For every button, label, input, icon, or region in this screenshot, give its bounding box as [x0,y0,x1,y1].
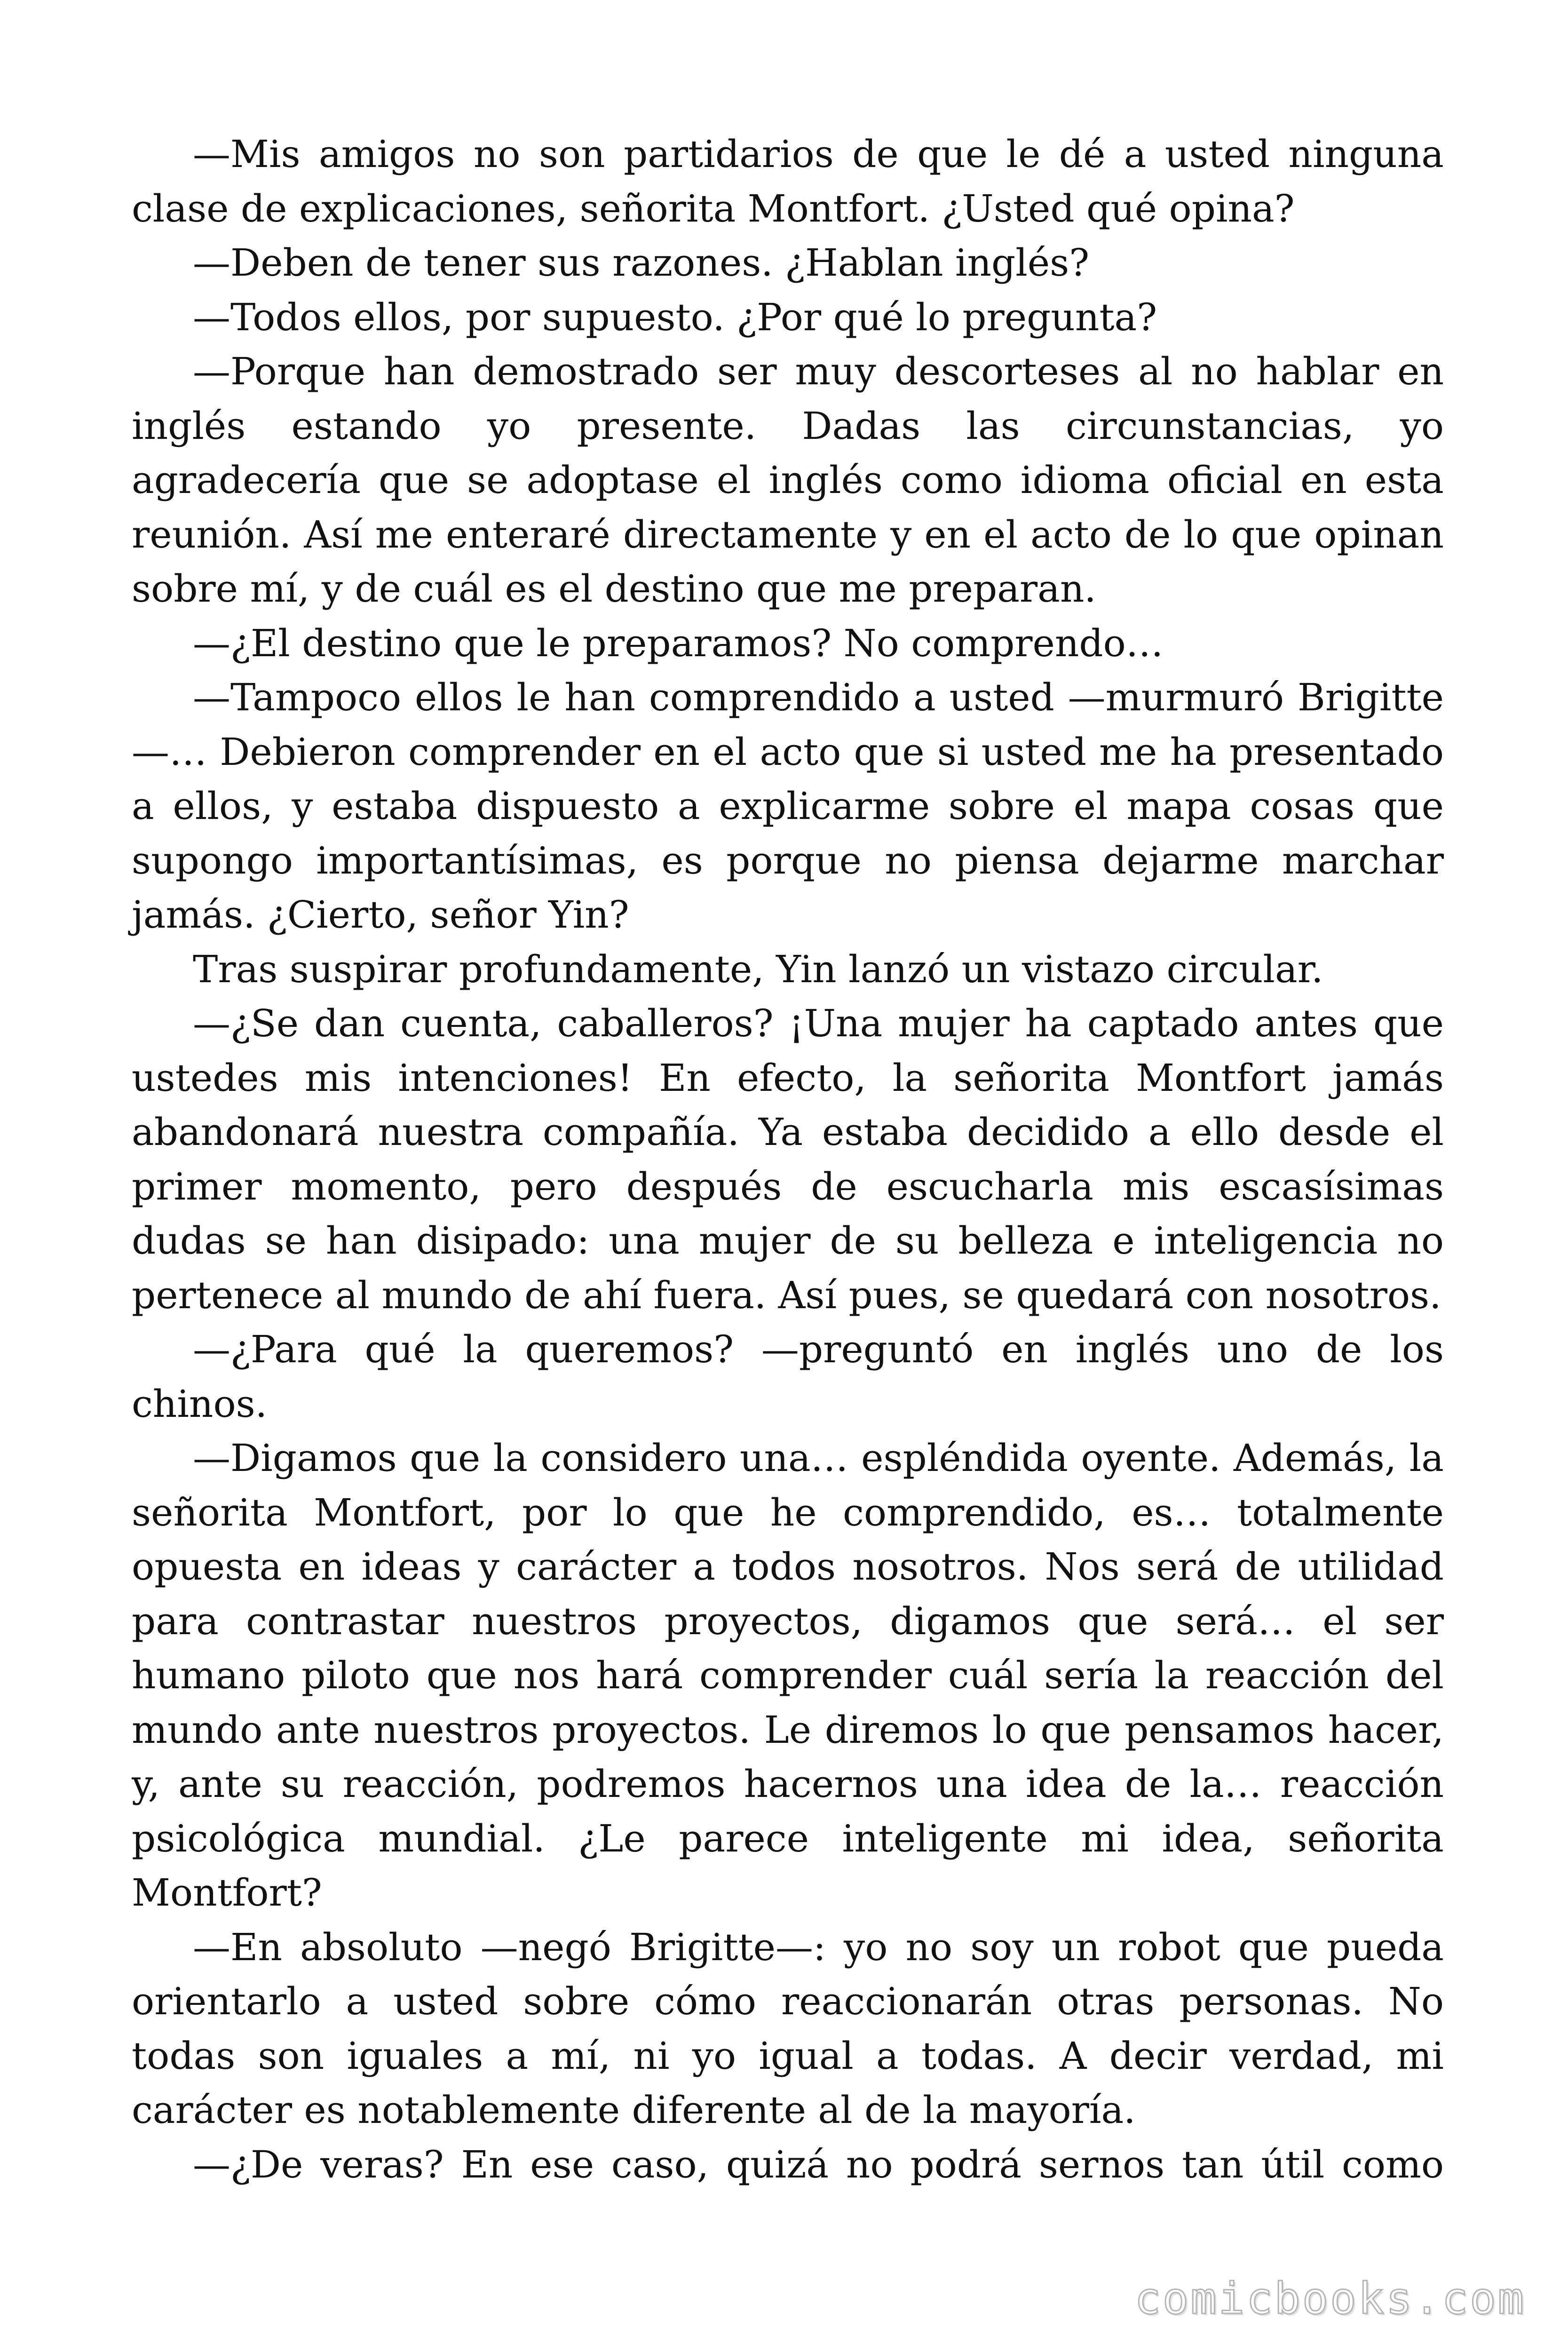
watermark-logo: comicbooks.com [1134,2273,1526,2324]
paragraph: —¿El destino que le preparamos? No comprendo… [193,621,1164,665]
book-page-text [132,127,1444,2192]
paragraph: —Tampoco ellos le han comprendido a usted —murmuró Brigitte—… Debieron comprender en el acto que si usted me ha presentado a ellos, y estaba dispuesto a explicarme sobre el mapa cosas que supongo importantísimas, es porque no piensa dejarme marchar jamás. ¿Cierto, señor Yin? [132,675,1444,937]
paragraph: —En absoluto —negó Brigitte—: yo no soy un robot que pueda orientarlo a usted sobre cómo reaccionarán otras personas. No todas son iguales a mí, ni yo igual a todas. A decir verdad, mi carácter es notablemente diferente al de la mayoría. [132,1925,1444,2132]
paragraph: Tras suspirar profundamente, Yin lanzó un vistazo circular. [193,947,1323,991]
paragraph: —¿De veras? En ese caso, quizá no podrá sernos tan útil como [193,2142,1444,2186]
paragraph: —Porque han demostrado ser muy descorteses al no hablar en inglés estando yo presente. Dadas las circunstancias, yo agradecería que se adoptase el inglés como idioma oficial en esta reunión. Así me enteraré directamente y en el acto de lo que opinan sobre mí, y de cuál es el destino que me preparan. [132,350,1444,611]
paragraph: —Mis amigos no son partidarios de que le dé a usted ninguna clase de explicaciones, señorita Montfort. ¿Usted qué opina? [132,132,1444,230]
paragraph: —Todos ellos, por supuesto. ¿Por qué lo pregunta? [193,295,1157,339]
paragraph: —¿Para qué la queremos? —preguntó en inglés uno de los chinos. [132,1327,1444,1426]
paragraph: —Digamos que la considero una… espléndida oyente. Además, la señorita Montfort, por lo que he comprendido, es… totalmente opuesta en ideas y carácter a todos nosotros. Nos será de utilidad para contrastar nuestros proyectos, digamos que será… el ser humano piloto que nos hará comprender cuál sería la reacción del mundo ante nuestros proyectos. Le diremos lo que pensamos hacer, y, ante su reacción, podremos hacernos una idea de la… reacción psicológica mundial. ¿Le parece inteligente mi idea, señorita Montfort? [132,1436,1444,1915]
paragraph: —Deben de tener sus razones. ¿Hablan inglés? [193,241,1090,285]
paragraph: —¿Se dan cuenta, caballeros? ¡Una mujer ha captado antes que ustedes mis intenciones! En efecto, la señorita Montfort jamás abandonará nuestra compañía. Ya estaba decidido a ello desde el primer momento, pero después de escucharla mis escasísimas dudas se han disipado: una mujer de su belleza e inteligencia no pertenece al mundo de ahí fuera. Así pues, se quedará con nosotros. [132,1001,1444,1317]
